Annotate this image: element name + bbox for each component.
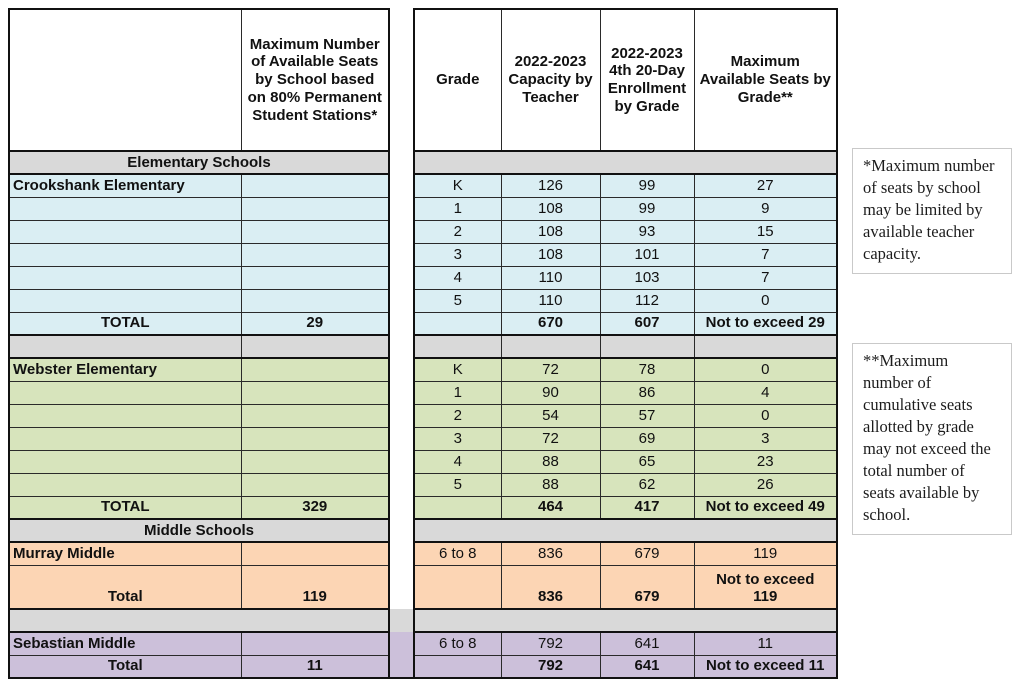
separator-cell — [9, 335, 241, 358]
enrollment-cell: 101 — [600, 243, 694, 266]
enrollment-cell: 641 — [600, 632, 694, 655]
separator-cell — [414, 335, 501, 358]
grade-cell: 6 to 8 — [414, 542, 501, 565]
gap-cell — [389, 289, 414, 312]
separator-cell — [600, 335, 694, 358]
total-note-cell: Not to exceed 49 — [694, 496, 837, 519]
capacity-cell: 54 — [501, 404, 600, 427]
enrollment-cell: 679 — [600, 542, 694, 565]
separator-cell — [414, 609, 837, 632]
school-name-cell: Crookshank Elementary — [9, 174, 241, 197]
enrollment-cell: 86 — [600, 381, 694, 404]
empty-cell — [414, 565, 501, 609]
school-total-cell: 29 — [241, 312, 389, 335]
grade-cell: 3 — [414, 243, 501, 266]
separator-cell — [241, 335, 389, 358]
empty-cell — [241, 450, 389, 473]
max-seats-cell: 0 — [694, 404, 837, 427]
capacity-cell: 108 — [501, 220, 600, 243]
capacity-cell: 90 — [501, 381, 600, 404]
grade-cell: 1 — [414, 381, 501, 404]
gap-cell — [389, 243, 414, 266]
capacity-cell: 88 — [501, 450, 600, 473]
empty-cell — [241, 404, 389, 427]
empty-cell — [414, 312, 501, 335]
total-capacity-cell: 670 — [501, 312, 600, 335]
enrollment-cell: 57 — [600, 404, 694, 427]
gap-cell — [389, 197, 414, 220]
capacity-cell: 126 — [501, 174, 600, 197]
blank-header-cell — [9, 9, 241, 151]
header-max-seats-grade: Maximum Available Seats by Grade** — [694, 9, 837, 151]
empty-cell — [241, 289, 389, 312]
separator-cell — [9, 609, 389, 632]
empty-cell — [241, 174, 389, 197]
total-label-cell: Total — [9, 565, 241, 609]
total-label-cell: Total — [9, 655, 241, 678]
enrollment-cell: 93 — [600, 220, 694, 243]
school-name-cell: Sebastian Middle — [9, 632, 241, 655]
gap-cell — [389, 496, 414, 519]
empty-cell — [241, 220, 389, 243]
header-capacity: 2022-2023 Capacity by Teacher — [501, 9, 600, 151]
grade-cell: 2 — [414, 404, 501, 427]
gap-cell — [389, 151, 414, 174]
max-seats-cell: 23 — [694, 450, 837, 473]
total-note-text: Not to exceed 119 — [716, 570, 815, 606]
gap-cell — [389, 427, 414, 450]
enrollment-cell: 62 — [600, 473, 694, 496]
grade-cell: K — [414, 358, 501, 381]
empty-cell — [241, 473, 389, 496]
school-total-cell: 329 — [241, 496, 389, 519]
empty-cell — [241, 266, 389, 289]
gap-cell — [389, 266, 414, 289]
capacity-cell: 110 — [501, 289, 600, 312]
max-seats-cell: 7 — [694, 243, 837, 266]
enrollment-cell: 103 — [600, 266, 694, 289]
total-capacity-cell: 836 — [501, 565, 600, 609]
total-label-cell: TOTAL — [9, 496, 241, 519]
empty-cell — [241, 381, 389, 404]
empty-cell — [241, 542, 389, 565]
grade-cell: 5 — [414, 289, 501, 312]
school-capacity-table — [8, 8, 838, 679]
max-seats-cell: 7 — [694, 266, 837, 289]
gap-cell — [389, 655, 414, 678]
gap-cell — [389, 335, 414, 358]
empty-cell — [9, 427, 241, 450]
empty-cell — [9, 450, 241, 473]
empty-cell — [414, 496, 501, 519]
gap-cell — [389, 473, 414, 496]
grade-cell: 1 — [414, 197, 501, 220]
max-seats-cell: 4 — [694, 381, 837, 404]
max-seats-cell: 3 — [694, 427, 837, 450]
max-seats-cell: 119 — [694, 542, 837, 565]
grade-cell: 3 — [414, 427, 501, 450]
empty-cell — [9, 266, 241, 289]
gap-cell — [389, 312, 414, 335]
separator-cell — [694, 335, 837, 358]
empty-cell — [9, 289, 241, 312]
capacity-cell: 792 — [501, 632, 600, 655]
footnote-cumulative-seats: **Maximum number of cumulative seats allotted by grade may not exceed the total number of seats available by school. — [852, 343, 1012, 535]
gap-cell — [389, 519, 414, 542]
total-capacity-cell: 792 — [501, 655, 600, 678]
separator-cell — [501, 335, 600, 358]
gap-cell — [389, 220, 414, 243]
gap-cell — [389, 542, 414, 565]
gap-cell — [389, 381, 414, 404]
header-enrollment: 2022-2023 4th 20-Day Enrollment by Grade — [600, 9, 694, 151]
gap-cell — [389, 609, 414, 632]
total-note-cell — [694, 565, 837, 609]
grade-cell: 6 to 8 — [414, 632, 501, 655]
grade-cell: K — [414, 174, 501, 197]
empty-cell — [9, 473, 241, 496]
total-enrollment-cell: 679 — [600, 565, 694, 609]
capacity-cell: 108 — [501, 197, 600, 220]
total-capacity-cell: 464 — [501, 496, 600, 519]
enrollment-cell: 78 — [600, 358, 694, 381]
total-enrollment-cell: 641 — [600, 655, 694, 678]
total-enrollment-cell: 417 — [600, 496, 694, 519]
enrollment-cell: 65 — [600, 450, 694, 473]
capacity-cell: 108 — [501, 243, 600, 266]
school-total-cell: 119 — [241, 565, 389, 609]
section-header-elementary: Elementary Schools — [9, 151, 389, 174]
grade-cell: 2 — [414, 220, 501, 243]
max-seats-cell: 27 — [694, 174, 837, 197]
capacity-cell: 72 — [501, 358, 600, 381]
max-seats-cell: 11 — [694, 632, 837, 655]
gap-cell — [389, 565, 414, 609]
max-seats-cell: 26 — [694, 473, 837, 496]
empty-cell — [9, 404, 241, 427]
grade-cell: 5 — [414, 473, 501, 496]
school-name-cell: Murray Middle — [9, 542, 241, 565]
total-note-cell: Not to exceed 29 — [694, 312, 837, 335]
gap-cell — [389, 358, 414, 381]
enrollment-cell: 69 — [600, 427, 694, 450]
max-seats-cell: 0 — [694, 358, 837, 381]
empty-cell — [241, 632, 389, 655]
empty-cell — [241, 427, 389, 450]
empty-cell — [9, 243, 241, 266]
section-band-right — [414, 151, 837, 174]
empty-cell — [9, 220, 241, 243]
empty-cell — [414, 655, 501, 678]
grade-cell: 4 — [414, 450, 501, 473]
empty-cell — [9, 381, 241, 404]
empty-cell — [9, 197, 241, 220]
capacity-cell: 88 — [501, 473, 600, 496]
capacity-cell: 72 — [501, 427, 600, 450]
max-seats-cell: 15 — [694, 220, 837, 243]
gap-cell — [389, 174, 414, 197]
gap-cell — [389, 9, 414, 151]
school-name-cell: Webster Elementary — [9, 358, 241, 381]
section-header-middle: Middle Schools — [9, 519, 389, 542]
capacity-table-sheet — [8, 8, 838, 679]
total-note-cell: Not to exceed 11 — [694, 655, 837, 678]
gap-cell — [389, 450, 414, 473]
empty-cell — [241, 243, 389, 266]
max-seats-cell: 0 — [694, 289, 837, 312]
enrollment-cell: 99 — [600, 197, 694, 220]
empty-cell — [241, 197, 389, 220]
section-band-right — [414, 519, 837, 542]
gap-cell — [389, 632, 414, 655]
footnote-teacher-capacity: *Maximum number of seats by school may be limited by available teacher capacity. — [852, 148, 1012, 274]
gap-cell — [389, 404, 414, 427]
header-grade: Grade — [414, 9, 501, 151]
school-total-cell: 11 — [241, 655, 389, 678]
header-school-seats: Maximum Number of Available Seats by School based on 80% Permanent Student Stations* — [241, 9, 389, 151]
capacity-cell: 110 — [501, 266, 600, 289]
enrollment-cell: 112 — [600, 289, 694, 312]
grade-cell: 4 — [414, 266, 501, 289]
total-label-cell: TOTAL — [9, 312, 241, 335]
capacity-cell: 836 — [501, 542, 600, 565]
max-seats-cell: 9 — [694, 197, 837, 220]
empty-cell — [241, 358, 389, 381]
total-enrollment-cell: 607 — [600, 312, 694, 335]
enrollment-cell: 99 — [600, 174, 694, 197]
